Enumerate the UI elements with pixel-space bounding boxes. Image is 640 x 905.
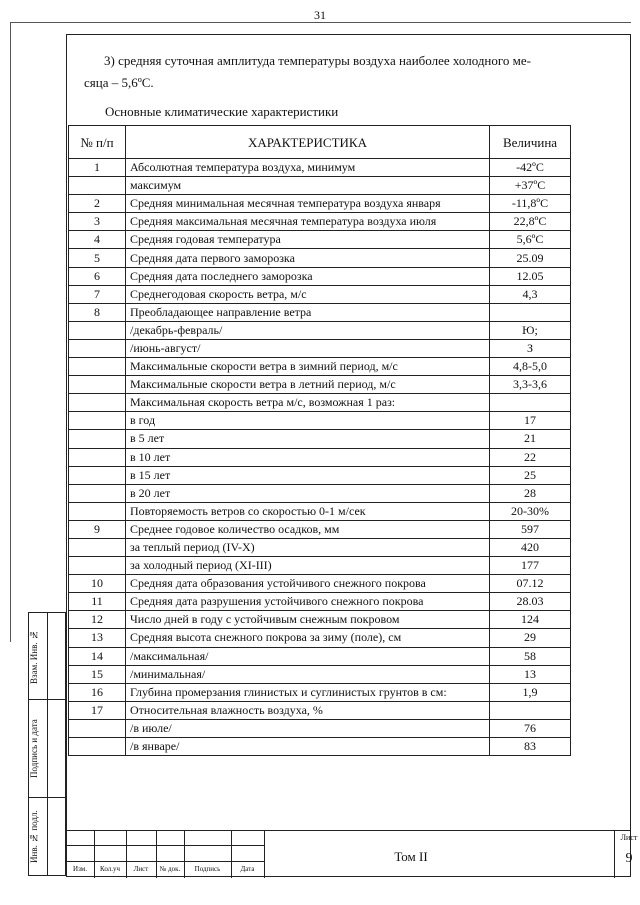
table-row xyxy=(69,177,571,195)
table-row xyxy=(69,448,571,466)
table-row xyxy=(69,321,571,339)
row-number xyxy=(69,177,126,195)
row-characteristic: Максимальные скорости ветра в летний период, м/с xyxy=(126,376,490,394)
table-row xyxy=(69,249,571,267)
row-value: +37ºС xyxy=(490,177,571,195)
table-row xyxy=(69,538,571,556)
row-value: 4,3 xyxy=(490,285,571,303)
row-value: 28.03 xyxy=(490,593,571,611)
row-value: 1,9 xyxy=(490,683,571,701)
row-number: 5 xyxy=(69,249,126,267)
row-value: 83 xyxy=(490,738,571,756)
binding-stamp xyxy=(28,612,66,876)
table-row xyxy=(69,339,571,357)
row-characteristic: Число дней в году с устойчивым снежным покровом xyxy=(126,611,490,629)
binding-line-left xyxy=(10,22,11,642)
row-value: -11,8ºС xyxy=(490,195,571,213)
row-number: 4 xyxy=(69,231,126,249)
row-characteristic: Повторяемость ветров со скоростью 0-1 м/сек xyxy=(126,502,490,520)
row-number: 13 xyxy=(69,629,126,647)
row-characteristic: в 5 лет xyxy=(126,430,490,448)
table-row xyxy=(69,394,571,412)
row-characteristic: в год xyxy=(126,412,490,430)
table-row xyxy=(69,665,571,683)
table-row xyxy=(69,611,571,629)
row-number: 2 xyxy=(69,195,126,213)
row-characteristic: Средняя годовая температура xyxy=(126,231,490,249)
table-row xyxy=(69,303,571,321)
table-row xyxy=(69,719,571,737)
row-number xyxy=(69,738,126,756)
sheet-number: 9 xyxy=(625,851,633,866)
row-value: 76 xyxy=(490,719,571,737)
row-number: 17 xyxy=(69,701,126,719)
intro-paragraph xyxy=(84,50,616,94)
row-value: 29 xyxy=(490,629,571,647)
row-number xyxy=(69,484,126,502)
row-value xyxy=(490,394,571,412)
tb-label-signature: Подпись xyxy=(194,865,221,873)
row-number: 12 xyxy=(69,611,126,629)
row-number: 10 xyxy=(69,575,126,593)
row-characteristic: Средняя дата последнего заморозка xyxy=(126,267,490,285)
volume-label: Том II xyxy=(394,849,428,864)
stamp-divider-1 xyxy=(29,699,65,700)
row-value: 17 xyxy=(490,412,571,430)
row-value: 20-30% xyxy=(490,502,571,520)
row-characteristic: /декабрь-февраль/ xyxy=(126,321,490,339)
row-characteristic: Среднее годовое количество осадков, мм xyxy=(126,520,490,538)
table-header-row xyxy=(69,126,571,159)
row-value: 177 xyxy=(490,557,571,575)
row-number: 3 xyxy=(69,213,126,231)
table-row xyxy=(69,213,571,231)
row-number: 15 xyxy=(69,665,126,683)
row-characteristic: Максимальные скорости ветра в зимний период, м/с xyxy=(126,358,490,376)
row-characteristic: Среднегодовая скорость ветра, м/с xyxy=(126,285,490,303)
row-value: З xyxy=(490,339,571,357)
row-number xyxy=(69,448,126,466)
row-number xyxy=(69,719,126,737)
tb-col-6 xyxy=(264,831,265,878)
table-row xyxy=(69,683,571,701)
row-characteristic: Глубина промерзания глинистых и суглинистых грунтов в см: xyxy=(126,683,490,701)
stamp-signature-date: Подпись и дата xyxy=(29,719,39,779)
row-value: 21 xyxy=(490,430,571,448)
row-characteristic: за теплый период (IV-X) xyxy=(126,538,490,556)
row-characteristic: за холодный период (XI-III) xyxy=(126,557,490,575)
row-characteristic: /минимальная/ xyxy=(126,665,490,683)
row-value: 124 xyxy=(490,611,571,629)
row-characteristic: Средняя максимальная месячная температура воздуха июля xyxy=(126,213,490,231)
row-number xyxy=(69,394,126,412)
row-characteristic: в 20 лет xyxy=(126,484,490,502)
row-value: 22,8ºС xyxy=(490,213,571,231)
header-num: № п/п xyxy=(69,126,126,159)
stamp-divider-2 xyxy=(29,797,65,798)
row-number: 11 xyxy=(69,593,126,611)
page-number: 31 xyxy=(314,8,326,22)
table-row xyxy=(69,593,571,611)
table-row xyxy=(69,412,571,430)
row-characteristic: Средняя дата первого заморозка xyxy=(126,249,490,267)
tb-label-doc-no: № док. xyxy=(159,865,181,873)
row-characteristic: максимум xyxy=(126,177,490,195)
row-value: 3,3-3,6 xyxy=(490,376,571,394)
title-block-row-2 xyxy=(66,861,264,862)
intro-line-1: 3) средняя суточная амплитуда температуры воздуха наиболее холодного ме- xyxy=(104,53,531,68)
row-characteristic: /июнь-август/ xyxy=(126,339,490,357)
row-number xyxy=(69,430,126,448)
row-value xyxy=(490,701,571,719)
row-number: 1 xyxy=(69,159,126,177)
row-value: 5,6ºС xyxy=(490,231,571,249)
row-number: 16 xyxy=(69,683,126,701)
table-row xyxy=(69,195,571,213)
sheet-label: Лист xyxy=(620,833,638,842)
row-value: 25 xyxy=(490,466,571,484)
title-block xyxy=(66,830,638,877)
row-number: 14 xyxy=(69,647,126,665)
row-characteristic: /в июле/ xyxy=(126,719,490,737)
stamp-replaced-inv: Взам. Инв. № xyxy=(29,630,39,684)
table-row xyxy=(69,575,571,593)
row-characteristic: Преобладающее направление ветра xyxy=(126,303,490,321)
tb-label-date: Дата xyxy=(240,865,255,873)
row-characteristic: Средняя минимальная месячная температура воздуха января xyxy=(126,195,490,213)
row-characteristic: /в январе/ xyxy=(126,738,490,756)
tb-label-sheet: Лист xyxy=(133,865,149,873)
row-value: 07.12 xyxy=(490,575,571,593)
tb-label-count: Кол.уч xyxy=(100,865,120,873)
row-value: 25.09 xyxy=(490,249,571,267)
row-characteristic: /максимальная/ xyxy=(126,647,490,665)
row-number xyxy=(69,557,126,575)
row-characteristic: Абсолютная температура воздуха, минимум xyxy=(126,159,490,177)
table-row xyxy=(69,267,571,285)
table-row xyxy=(69,738,571,756)
stamp-inv-original: Инв. № подл. xyxy=(29,810,39,864)
row-characteristic: Относительная влажность воздуха, % xyxy=(126,701,490,719)
row-value: 28 xyxy=(490,484,571,502)
row-number xyxy=(69,538,126,556)
row-value: 58 xyxy=(490,647,571,665)
row-value xyxy=(490,303,571,321)
table-row xyxy=(69,231,571,249)
row-number: 8 xyxy=(69,303,126,321)
row-value: 597 xyxy=(490,520,571,538)
row-characteristic: Максимальная скорость ветра м/с, возможная 1 раз: xyxy=(126,394,490,412)
row-number: 7 xyxy=(69,285,126,303)
row-value: 420 xyxy=(490,538,571,556)
row-number xyxy=(69,321,126,339)
row-value: Ю; xyxy=(490,321,571,339)
table-row xyxy=(69,502,571,520)
table-row xyxy=(69,358,571,376)
table-row xyxy=(69,647,571,665)
row-value: 12.05 xyxy=(490,267,571,285)
intro-line-2: сяца – 5,6ºС. xyxy=(84,75,154,90)
title-block-row-1 xyxy=(66,845,264,846)
row-number: 9 xyxy=(69,520,126,538)
row-characteristic: Средняя дата разрушения устойчивого снежного покрова xyxy=(126,593,490,611)
table-row xyxy=(69,285,571,303)
header-desc: ХАРАКТЕРИСТИКА xyxy=(126,126,490,159)
table-row xyxy=(69,520,571,538)
table-row xyxy=(69,376,571,394)
row-characteristic: в 10 лет xyxy=(126,448,490,466)
row-number xyxy=(69,412,126,430)
table-row xyxy=(69,430,571,448)
row-number xyxy=(69,339,126,357)
table-row xyxy=(69,557,571,575)
row-number xyxy=(69,376,126,394)
row-characteristic: Средняя высота снежного покрова за зиму (поле), см xyxy=(126,629,490,647)
row-value: -42ºС xyxy=(490,159,571,177)
row-value: 13 xyxy=(490,665,571,683)
row-number xyxy=(69,502,126,520)
row-number: 6 xyxy=(69,267,126,285)
header-value: Величина xyxy=(490,126,571,159)
table-row xyxy=(69,466,571,484)
climate-table-body xyxy=(69,159,571,756)
row-number xyxy=(69,358,126,376)
table-row xyxy=(69,159,571,177)
section-title: Основные климатические характеристики xyxy=(105,104,339,119)
row-value: 22 xyxy=(490,448,571,466)
row-characteristic: Средняя дата образования устойчивого снежного покрова xyxy=(126,575,490,593)
tb-label-change: Изм. xyxy=(73,865,87,873)
row-characteristic: в 15 лет xyxy=(126,466,490,484)
row-number xyxy=(69,466,126,484)
table-row xyxy=(69,629,571,647)
table-row xyxy=(69,484,571,502)
climate-table xyxy=(68,125,571,756)
row-value: 4,8-5,0 xyxy=(490,358,571,376)
table-row xyxy=(69,701,571,719)
